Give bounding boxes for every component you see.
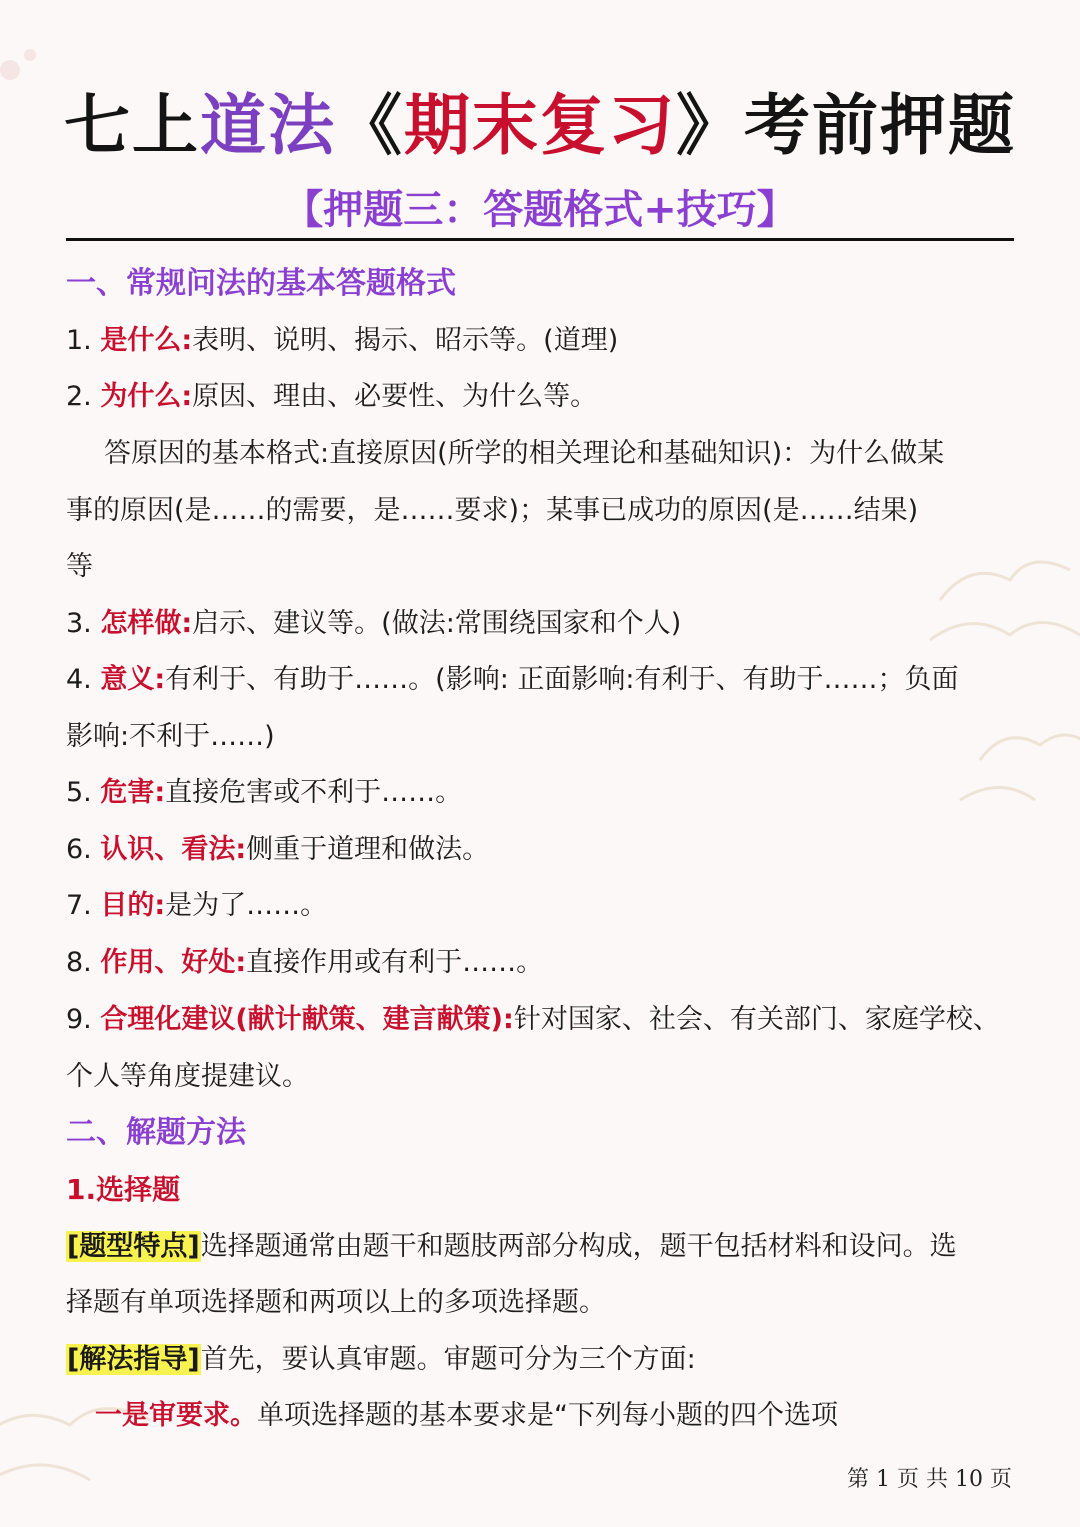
paragraph-line: [95, 1396, 1055, 1436]
highlight-tag: [题型特点]: [67, 1231, 200, 1262]
item-text: 有利于、有助于……。(影响: 正面影响:有利于、有助于……；负面: [165, 664, 959, 695]
paragraph-line: 影响:不利于……): [66, 721, 275, 752]
item-text: 直接危害或不利于……。: [165, 777, 463, 808]
item-keyword: 合理化建议(献计献策、建言献策):: [100, 1004, 514, 1035]
item-text: 启示、建议等。(做法:常围绕国家和个人): [192, 608, 682, 639]
list-item: [66, 377, 1026, 417]
title-part-review: 期末复习: [404, 87, 676, 164]
list-item: [66, 773, 1026, 813]
paragraph-line: 答原因的基本格式:直接原因(所学的相关理论和基础知识)：为什么做某: [104, 438, 945, 469]
item-text: 表明、说明、揭示、昭示等。(道理): [192, 325, 619, 356]
item-keyword: 目的:: [100, 890, 166, 921]
item-number: 5.: [66, 777, 101, 808]
item-text: 直接作用或有利于……。: [246, 947, 544, 978]
title-open-bracket: 《: [336, 87, 404, 164]
page-subtitle: 【押题三：答题格式+技巧】: [283, 187, 797, 233]
paragraph-line: [66, 1340, 1026, 1380]
title-divider: [66, 238, 1014, 241]
list-item: [66, 1000, 1026, 1040]
item-keyword: 认识、看法:: [100, 834, 247, 865]
item-text: 原因、理由、必要性、为什么等。: [192, 381, 598, 412]
item-keyword: 作用、好处:: [100, 947, 247, 978]
item-number: 1.: [66, 325, 101, 356]
point-keyword: 一是审要求。: [95, 1400, 257, 1431]
item-text: 针对国家、社会、有关部门、家庭学校、: [513, 1004, 1000, 1035]
paragraph-line: 个人等角度提建议。: [66, 1061, 309, 1092]
page-number: 第 1 页 共 10 页: [847, 1467, 1012, 1492]
title-part-subject: 道法: [200, 87, 336, 164]
page-title: [0, 82, 1080, 170]
item-number: 8.: [66, 947, 101, 978]
item-keyword: 危害:: [100, 777, 166, 808]
paragraph-line: 择题有单项选择题和两项以上的多项选择题。: [66, 1287, 606, 1318]
item-number: 3.: [66, 608, 101, 639]
section-heading-formats: 一、常规问法的基本答题格式: [66, 266, 456, 301]
list-item: [66, 943, 1026, 983]
item-number: 4.: [66, 664, 101, 695]
title-part-grade: 七上: [64, 87, 200, 164]
item-number: 9.: [66, 1004, 101, 1035]
paragraph-line: 等: [66, 551, 93, 582]
highlight-tag: [解法指导]: [67, 1344, 200, 1375]
item-text: 是为了……。: [165, 890, 328, 921]
paragraph-text: 选择题通常由题干和题肢两部分构成，题干包括材料和设问。选: [200, 1231, 957, 1262]
list-item: [66, 321, 1026, 361]
item-keyword: 为什么:: [100, 381, 193, 412]
item-text: 侧重于道理和做法。: [246, 834, 490, 865]
list-item: [66, 660, 1026, 700]
list-item: [66, 604, 1026, 644]
paragraph-text: 单项选择题的基本要求是“下列每小题的四个选项: [257, 1400, 838, 1431]
item-keyword: 意义:: [100, 664, 166, 695]
item-keyword: 怎样做:: [100, 608, 193, 639]
sub-heading-multiple-choice: 1.选择题: [66, 1173, 181, 1206]
title-part-exam: 考前押题: [744, 87, 1016, 164]
item-number: 7.: [66, 890, 101, 921]
list-item: [66, 886, 1026, 926]
section-heading-methods: 二、解题方法: [66, 1115, 246, 1150]
paragraph-text: 首先，要认真审题。审题可分为三个方面:: [200, 1344, 696, 1375]
list-item: [66, 830, 1026, 870]
paragraph-line: 事的原因(是……的需要，是……要求)；某事已成功的原因(是……结果): [66, 495, 919, 526]
title-close-bracket: 》: [676, 87, 744, 164]
item-number: 2.: [66, 381, 101, 412]
item-number: 6.: [66, 834, 101, 865]
item-keyword: 是什么:: [100, 325, 193, 356]
paragraph-line: [66, 1227, 1026, 1267]
